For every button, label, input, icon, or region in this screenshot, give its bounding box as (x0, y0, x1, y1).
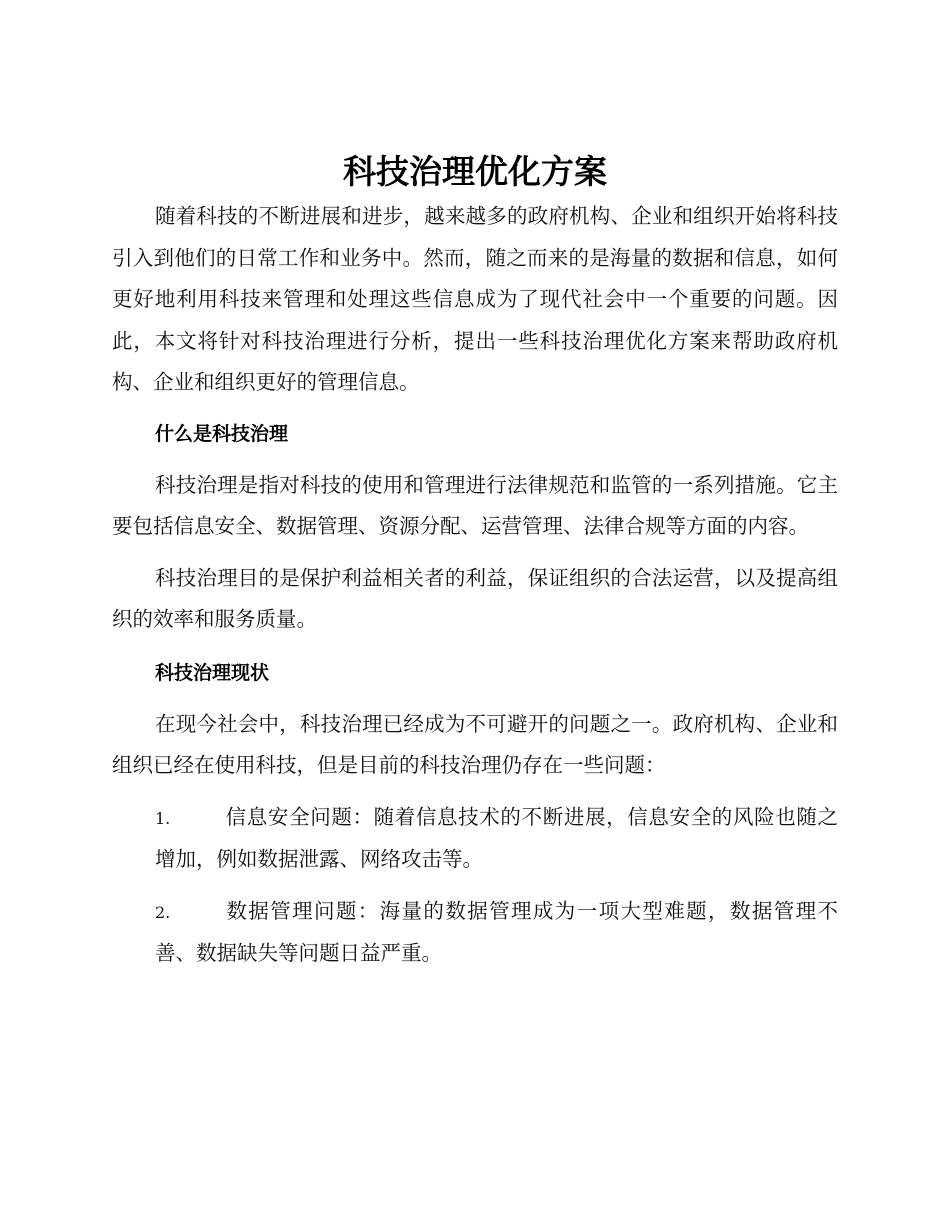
list-item (112, 797, 838, 881)
section-paragraph: 在现今社会中，科技治理已经成为不可避开的问题之一。政府机构、企业和组织已经在使用科技，但是目前的科技治理仍存在一些问题： (112, 711, 838, 777)
spacer (112, 548, 838, 558)
section-heading-status: 科技治理现状 (155, 661, 270, 684)
list-item (112, 891, 838, 975)
section-paragraph: 科技治理是指对科技的使用和管理进行法律规范和监管的一系列措施。它主要包括信息安全、数据管理、资源分配、运营管理、法律合规等方面的内容。 (112, 472, 838, 538)
list-number: 1. (155, 808, 171, 828)
spacer (112, 455, 838, 465)
document-title: 科技治理优化方案 (343, 152, 607, 191)
spacer (112, 694, 838, 704)
section-paragraph: 科技治理目的是保护利益相关者的利益，保证组织的合法运营，以及提高组织的效率和服务质量。 (112, 565, 838, 631)
list-text: 信息安全问题：随着信息技术的不断进展，信息安全的风险也随之增加，例如数据泄露、网络攻击等。 (155, 804, 838, 871)
document-page (112, 148, 838, 975)
list-text: 数据管理问题：海量的数据管理成为一项大型难题，数据管理不善、数据缺失等问题日益严重。 (155, 898, 838, 965)
section-heading-what-is: 什么是科技治理 (155, 422, 289, 445)
spacer (112, 404, 838, 414)
list-number: 2. (155, 902, 171, 922)
spacer (112, 881, 838, 891)
intro-paragraph: 随着科技的不断进展和进步，越来越多的政府机构、企业和组织开始将科技引入到他们的日常工作和业务中。然而，随之而来的是海量的数据和信息，如何更好地利用科技来管理和处理这些信息成为了现代社会中一个重要的问题。因此，本文将针对科技治理进行分析，提出一些科技治理优化方案来帮助政府机构、企业和组织更好的管理信息。 (112, 204, 838, 394)
spacer (112, 787, 838, 797)
spacer (112, 641, 838, 653)
